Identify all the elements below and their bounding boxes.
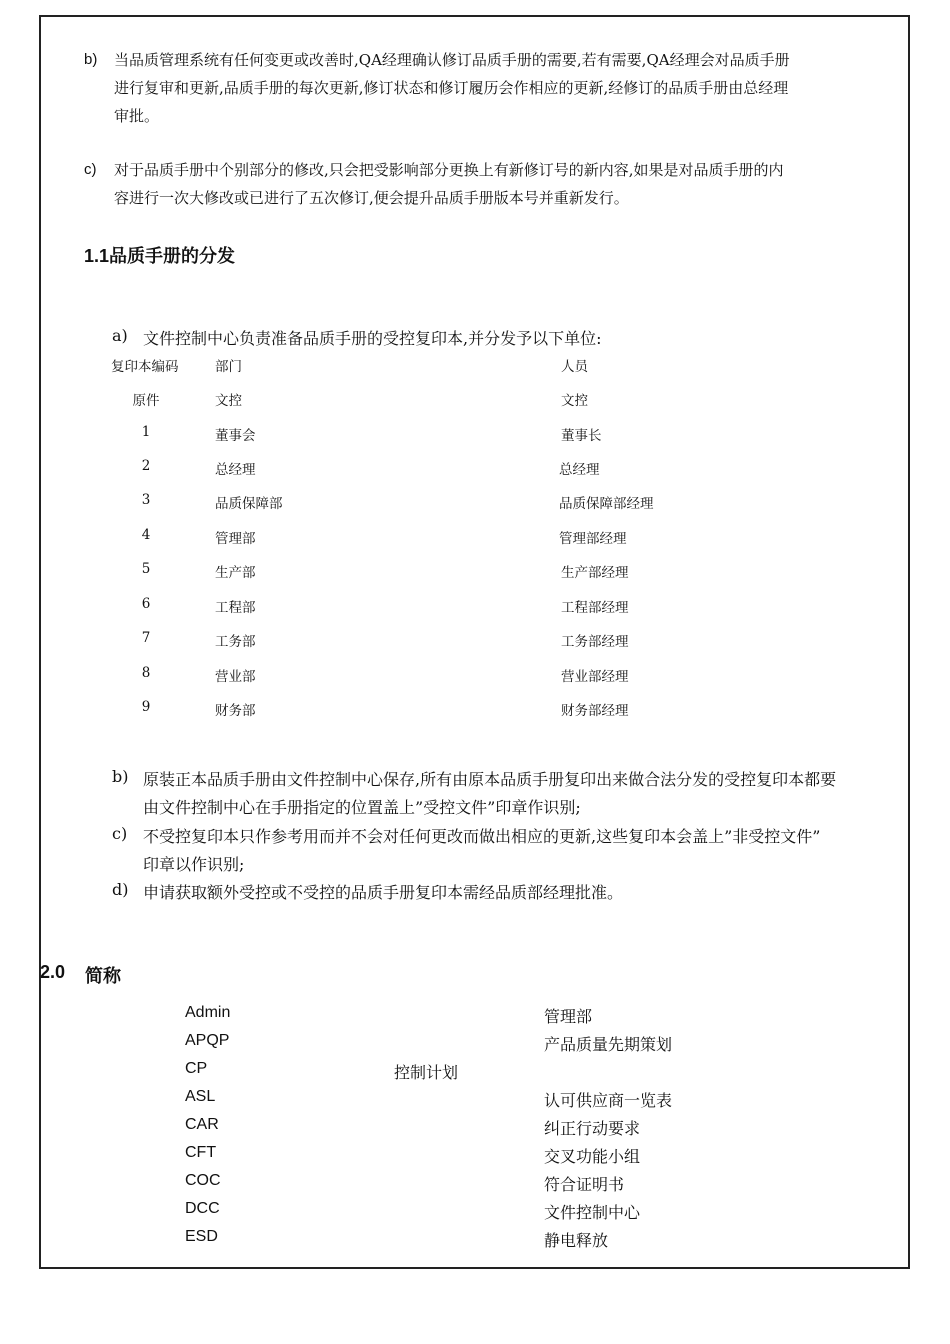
- header-personnel: 人员: [561, 359, 588, 375]
- note-line: 不受控复印本只作参考用而并不会对任何更改而做出相应的更新,这些复印本会盖上”非受控文件”: [143, 827, 821, 846]
- section-heading: 1.1品质手册的分发: [84, 246, 236, 266]
- abbreviation-meaning: 认可供应商一览表: [544, 1091, 673, 1110]
- cell-copy-code: 1: [141, 424, 151, 440]
- cell-department: 工程部: [215, 600, 256, 616]
- list-marker: d): [112, 880, 129, 899]
- cell-department: 生产部: [215, 565, 256, 581]
- cell-copy-code: 4: [141, 527, 151, 543]
- note-line: 印章以作识别;: [143, 855, 245, 874]
- cell-department: 工务部: [215, 634, 256, 650]
- cell-copy-code: 8: [141, 665, 151, 681]
- cell-personnel: 管理部经理: [559, 531, 627, 547]
- cell-personnel: 工程部经理: [561, 600, 629, 616]
- paragraph-line: 当品质管理系统有任何变更或改善时,QA经理确认修订品质手册的需要,若有需要,QA经理会对品质手册: [114, 51, 790, 69]
- abbreviation-term: CAR: [185, 1116, 219, 1133]
- cell-personnel: 工务部经理: [561, 634, 629, 650]
- paragraph-line: 进行复审和更新,品质手册的每次更新,修订状态和修订履历会作相应的更新,经修订的品质手册由总经理: [114, 79, 789, 97]
- list-marker: b): [84, 51, 98, 68]
- note-line: 原装正本品质手册由文件控制中心保存,所有由原本品质手册复印出来做合法分发的受控复印本都要: [143, 770, 837, 789]
- cell-copy-code: 原件: [132, 393, 160, 409]
- cell-personnel: 品质保障部经理: [559, 496, 654, 512]
- paragraph-line: 审批。: [114, 107, 160, 125]
- list-marker: a): [112, 326, 128, 345]
- intro-text: 文件控制中心负责准备品质手册的受控复印本,并分发予以下单位:: [143, 329, 602, 348]
- note-line: 申请获取额外受控或不受控的品质手册复印本需经品质部经理批准。: [143, 883, 624, 902]
- cell-department: 总经理: [215, 462, 256, 478]
- abbreviation-term: ASL: [185, 1088, 216, 1105]
- cell-personnel: 营业部经理: [561, 669, 629, 685]
- cell-personnel: 董事长: [561, 428, 602, 444]
- list-marker: c): [84, 161, 97, 178]
- abbreviation-meaning: 控制计划: [394, 1063, 459, 1082]
- cell-department: 财务部: [215, 703, 256, 719]
- cell-personnel: 文控: [561, 393, 588, 409]
- cell-copy-code: 2: [141, 458, 151, 474]
- abbreviation-term: APQP: [185, 1032, 230, 1049]
- header-department: 部门: [215, 359, 242, 375]
- cell-personnel: 总经理: [559, 462, 600, 478]
- list-marker: b): [112, 767, 129, 786]
- abbreviation-term: DCC: [185, 1200, 220, 1217]
- list-marker: c): [112, 824, 128, 843]
- cell-personnel: 生产部经理: [561, 565, 629, 581]
- section-number: 2.0: [40, 962, 66, 982]
- cell-copy-code: 3: [141, 492, 151, 508]
- cell-copy-code: 5: [141, 561, 151, 577]
- cell-department: 品质保障部: [215, 496, 283, 512]
- abbreviation-term: CFT: [185, 1144, 217, 1161]
- abbreviation-meaning: 符合证明书: [544, 1175, 625, 1194]
- section-title: 简称: [85, 966, 121, 986]
- cell-department: 董事会: [215, 428, 256, 444]
- paragraph-line: 容进行一次大修改或已进行了五次修订,便会提升品质手册版本号并重新发行。: [114, 189, 629, 207]
- cell-personnel: 财务部经理: [561, 703, 629, 719]
- cell-copy-code: 7: [141, 630, 151, 646]
- abbreviation-term: COC: [185, 1172, 221, 1189]
- note-line: 由文件控制中心在手册指定的位置盖上”受控文件”印章作识别;: [143, 798, 581, 817]
- abbreviation-term: CP: [185, 1060, 208, 1077]
- paragraph-line: 对于品质手册中个别部分的修改,只会把受影响部分更换上有新修订号的新内容,如果是对品质手册的内: [114, 161, 784, 179]
- abbreviation-term: ESD: [185, 1228, 218, 1245]
- cell-department: 管理部: [215, 531, 256, 547]
- abbreviation-meaning: 交叉功能小组: [544, 1147, 641, 1166]
- abbreviation-meaning: 静电释放: [544, 1231, 609, 1250]
- abbreviation-meaning: 产品质量先期策划: [544, 1035, 673, 1054]
- cell-department: 营业部: [215, 669, 256, 685]
- cell-copy-code: 9: [141, 699, 151, 715]
- abbreviation-meaning: 管理部: [544, 1007, 593, 1026]
- cell-department: 文控: [215, 393, 242, 409]
- abbreviation-meaning: 文件控制中心: [544, 1203, 641, 1222]
- header-copy-code: 复印本编码: [111, 359, 179, 375]
- abbreviation-term: Admin: [185, 1004, 231, 1021]
- cell-copy-code: 6: [141, 596, 151, 612]
- abbreviation-meaning: 纠正行动要求: [544, 1119, 641, 1138]
